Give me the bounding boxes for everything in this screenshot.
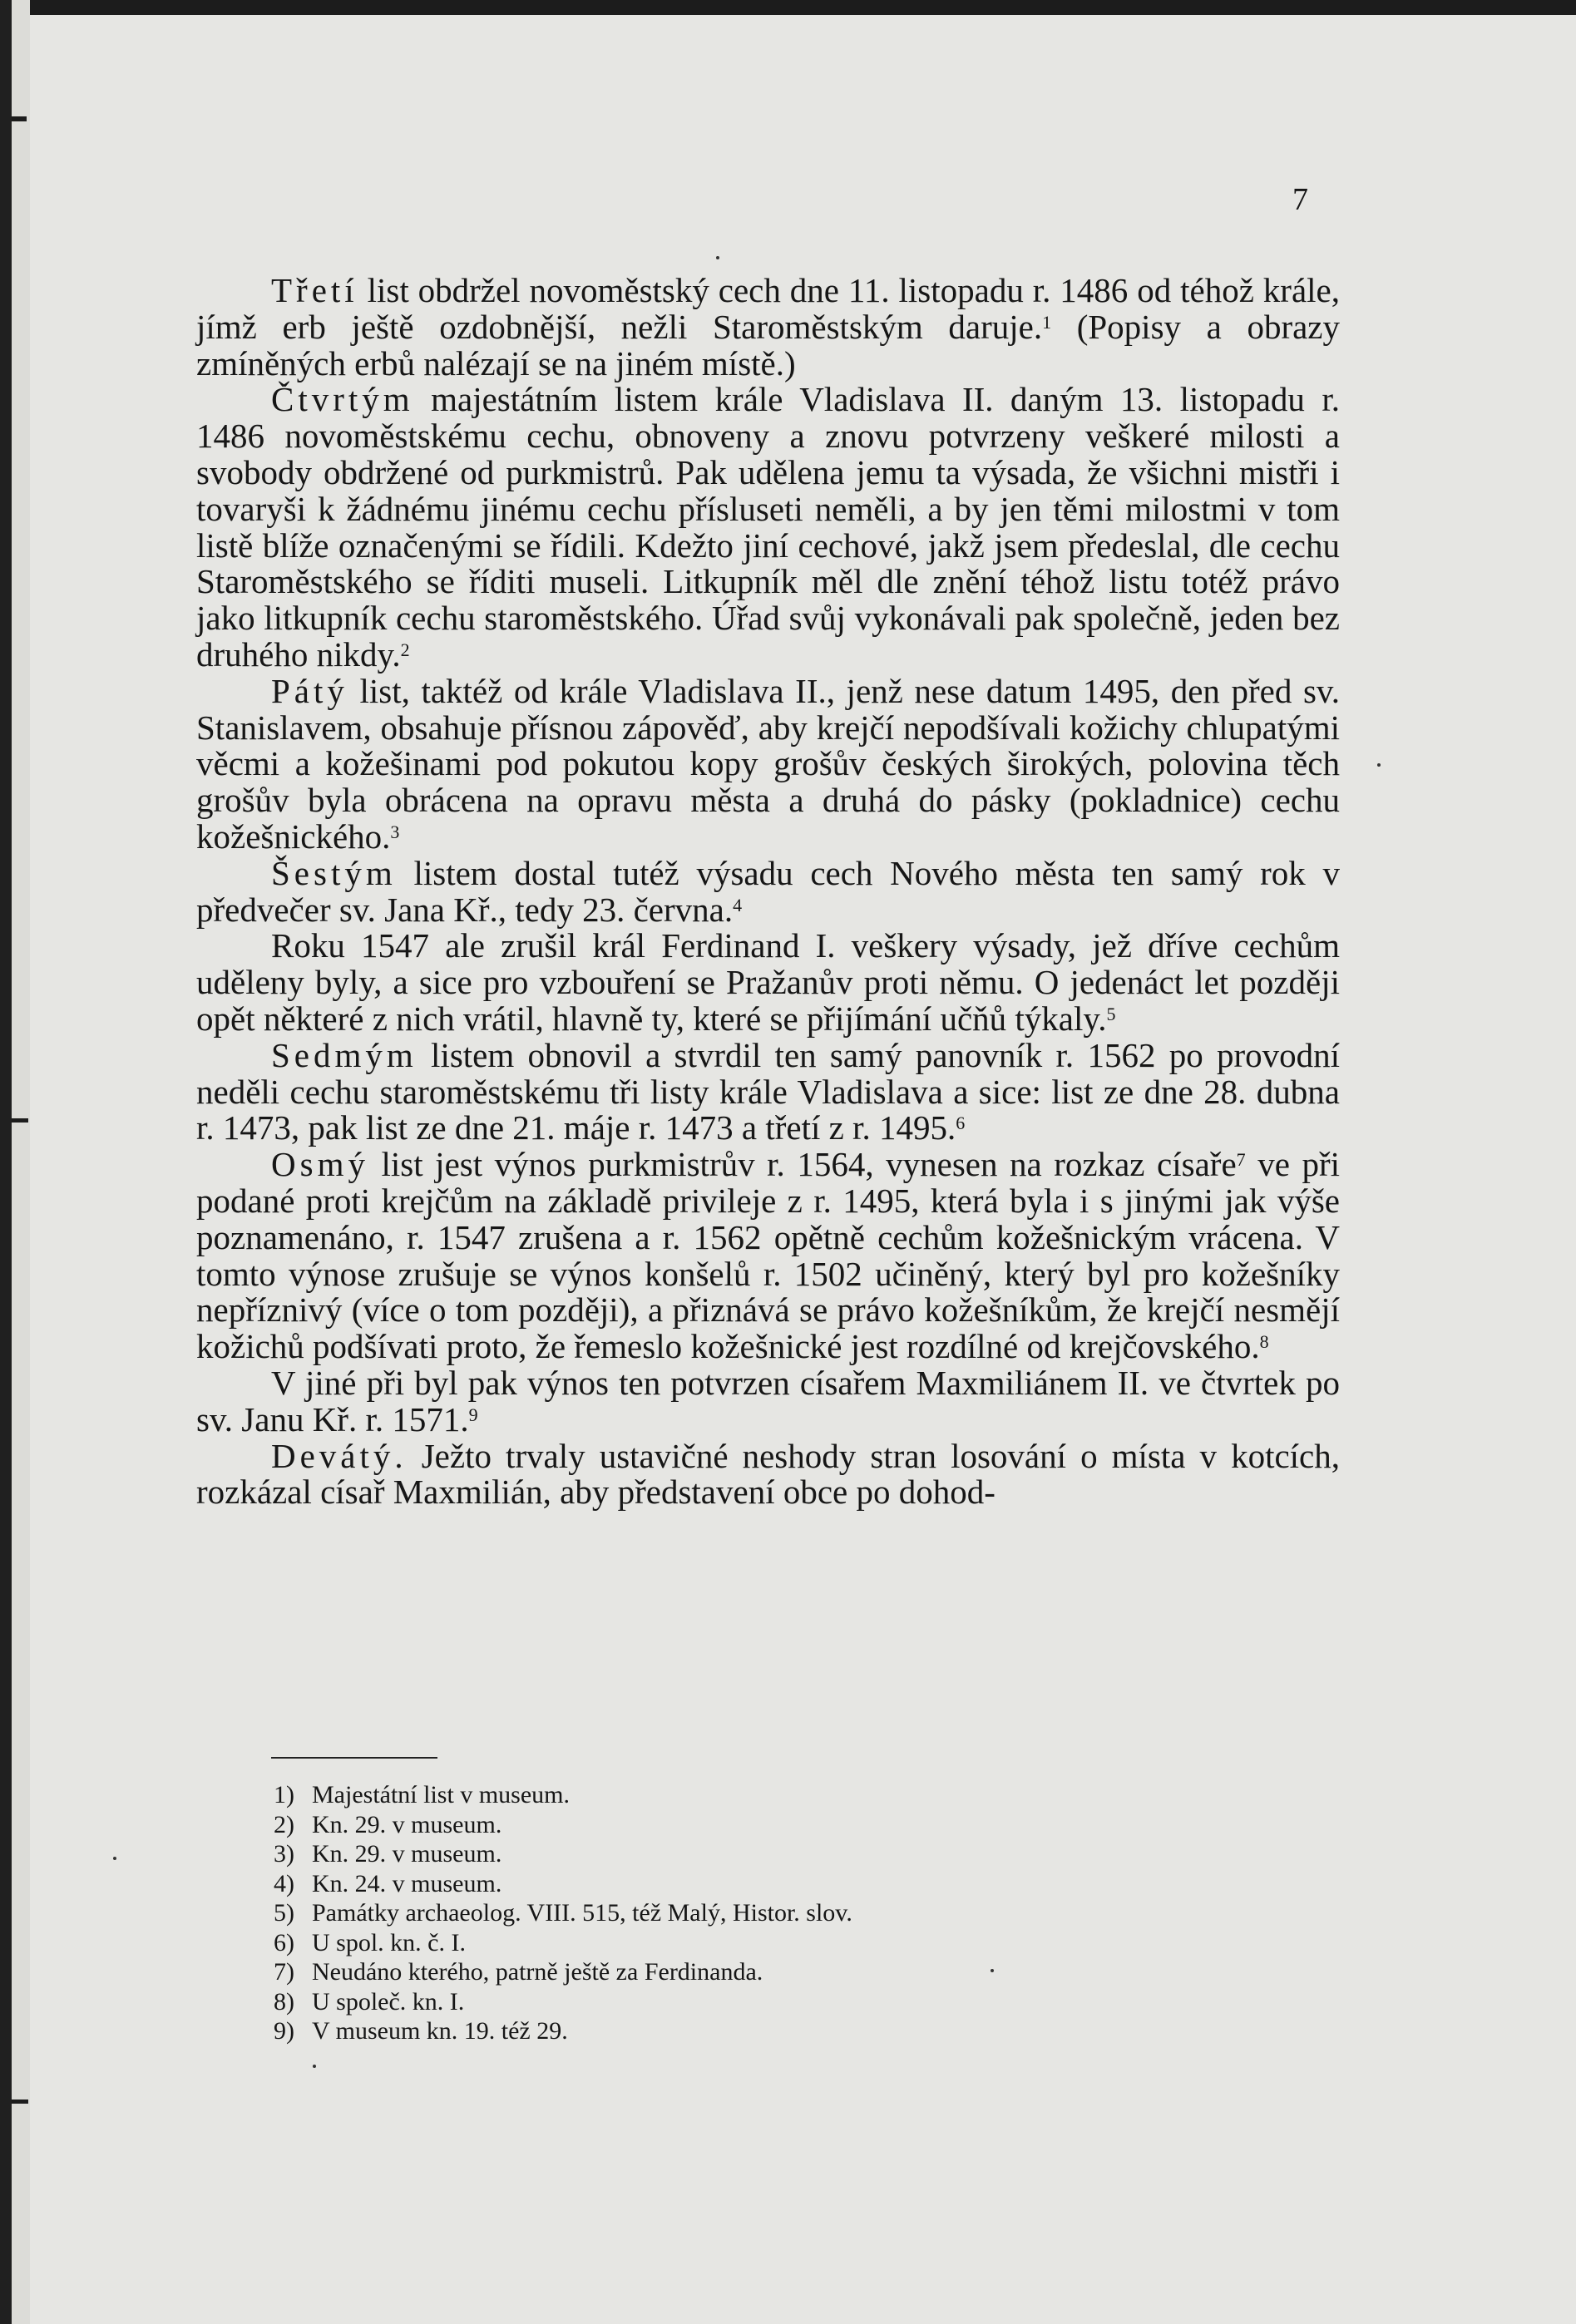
footnote: 8) U společ. kn. I. (274, 1987, 465, 2016)
print-speck (313, 2065, 316, 2068)
page-number: 7 (1292, 182, 1308, 217)
emphasis-lead: Šestým (271, 853, 397, 892)
paragraph: Čtvrtým majestátním listem krále Vladislava II. daným 13. listopadu r. 1486 novoměstskému cechu, obnoveny a znovu potvrzeny veškeré milosti a svobody obdržené od purkmistrů. Pak udělena jemu ta výsada, že všichni mistři i tovaryši k žádnému jinému cechu přísluseti neměli, a by jen těmi milostmi v tom listě blíže označenými se řídili. Kdežto jiní cechové, jakž jsem předeslal, dle cechu Staroměstského se říditi museli. Litkupník měl dle znění téhož listu totéž právo jako litkupník cechu staroměstského. Úřad svůj vykonávali pak společně, jeden bez druhého nikdy.$^2$ (196, 380, 1340, 674)
paragraph: Šestým listem dostal tutéž výsadu cech Nového města ten samý rok v předvečer sv. Jana Kř., tedy 23. června.$^4$ (196, 853, 1340, 929)
footnote-ref: 4 (733, 894, 743, 915)
footnote: 1) Majestátní list v museum. (274, 1781, 570, 1808)
footnote: 2) Kn. 29. v museum. (274, 1810, 502, 1838)
footnote-separator (271, 1757, 437, 1759)
paragraph: Roku 1547 ale zrušil král Ferdinand I. veškery výsady, jež dříve cechům uděleny byly, a sice pro vzbouření se Pražanův proti němu. O jedenáct let později opět některé z nich vrátil, hlavně ty, které se přijímání učňů týkaly.$^5$ (196, 926, 1340, 1038)
footnote-ref: 3 (390, 821, 400, 842)
footnotes (274, 1780, 852, 2046)
paragraph: Pátý list, taktéž od krále Vladislava II., jenž nese datum 1495, den před sv. Stanislavem, obsahuje přísnou zápověď, aby krejčí nepodšívali kožichy chlupatými věcmi a kožešinami pod pokutou kopy grošův českých širokých, polovina těch grošův byla obrácena na opravu města a druhá do pásky (pokladnice) cechu kožešnického.$^3$ (196, 671, 1340, 856)
scan-left-edge (0, 0, 30, 2324)
paragraph: Sedmým listem obnovil a stvrdil ten samý panovník r. 1562 po provodní neděli cechu staroměstskému tři listy krále Vladislava a sice: list ze dne 28. dubna r. 1473, pak list ze dne 21. máje r. 1473 a třetí z r. 1495.$^6$ (196, 1035, 1340, 1147)
body-text (196, 273, 1340, 1511)
footnote: 7) Neudáno kterého, patrně ještě za Ferdinanda. (274, 1958, 763, 1986)
paragraph: Třetí list obdržel novoměstský cech dne 11. listopadu r. 1486 od téhož krále, jímž erb ještě ozdobnější, nežli Staroměstským daruje.$^1$ (Popisy a obrazy zmíněných erbů nalézají se na jiném místě.) (196, 271, 1340, 382)
footnote: 5) Památky archaeolog. VIII. 515, též Malý, Histor. slov. (274, 1899, 852, 1927)
footnote-ref: 9 (468, 1404, 478, 1425)
edge-mark (12, 2099, 28, 2104)
paragraph: Osmý list jest výnos purkmistrův r. 1564, vynesen na rozkaz císaře$^7$ ve při podané proti krejčům na základě privileje z r. 1495, která byla i s jinými jak výše poznamenáno, r. 1547 zrušena a r. 1562 opětně cechům kožešnickým vrácena. V tomto výnose zrušuje se výnos konšelů r. 1502 učiněný, který byl pro kožešníky nepříznivý (více o tom později), a přiznává se právo kožešníkům, že krejčí nesmějí kožichů podšívati proto, že řemeslo kožešnické jest rozdílné od krejčovského.$^8$ (196, 1145, 1340, 1366)
print-speck (716, 256, 719, 259)
paragraph: V jiné při byl pak výnos ten potvrzen císařem Maxmiliánem II. ve čtvrtek po sv. Janu Kř. r. 1571.$^9$ (196, 1363, 1340, 1438)
emphasis-lead: Sedmým (271, 1035, 417, 1074)
footnote-ref: 1 (1042, 311, 1052, 333)
footnote: 3) Kn. 29. v museum. (274, 1840, 502, 1868)
edge-mark (12, 116, 27, 121)
emphasis-lead: Pátý (271, 671, 348, 710)
footnote-ref: 5 (1106, 1003, 1116, 1024)
emphasis-lead: Třetí (271, 271, 358, 309)
print-speck (991, 1969, 994, 1972)
print-speck (113, 1857, 116, 1860)
paragraph: Devátý. Ježto trvaly ustavičné neshody stran losování o místa v kotcích, rozkázal císař Maxmilián, aby představení obce po dohod- (196, 1436, 1340, 1512)
footnote: 4) Kn. 24. v museum. (274, 1869, 502, 1897)
binding-shadow (0, 0, 12, 2324)
edge-mark (12, 1118, 28, 1123)
footnote-ref: 8 (1259, 1331, 1269, 1353)
footnote: 6) U spol. kn. č. I. (274, 1928, 466, 1956)
print-speck (1377, 763, 1381, 767)
footnote-ref: 7 (1236, 1149, 1246, 1171)
emphasis-lead: Devátý. (271, 1436, 408, 1475)
footnote-ref: 6 (956, 1113, 966, 1134)
footnote: 9) V museum kn. 19. též 29. (274, 2017, 568, 2045)
emphasis-lead: Čtvrtým (271, 380, 414, 419)
emphasis-lead: Osmý (271, 1145, 369, 1184)
footnote-ref: 2 (400, 639, 410, 660)
book-page (30, 15, 1576, 2324)
